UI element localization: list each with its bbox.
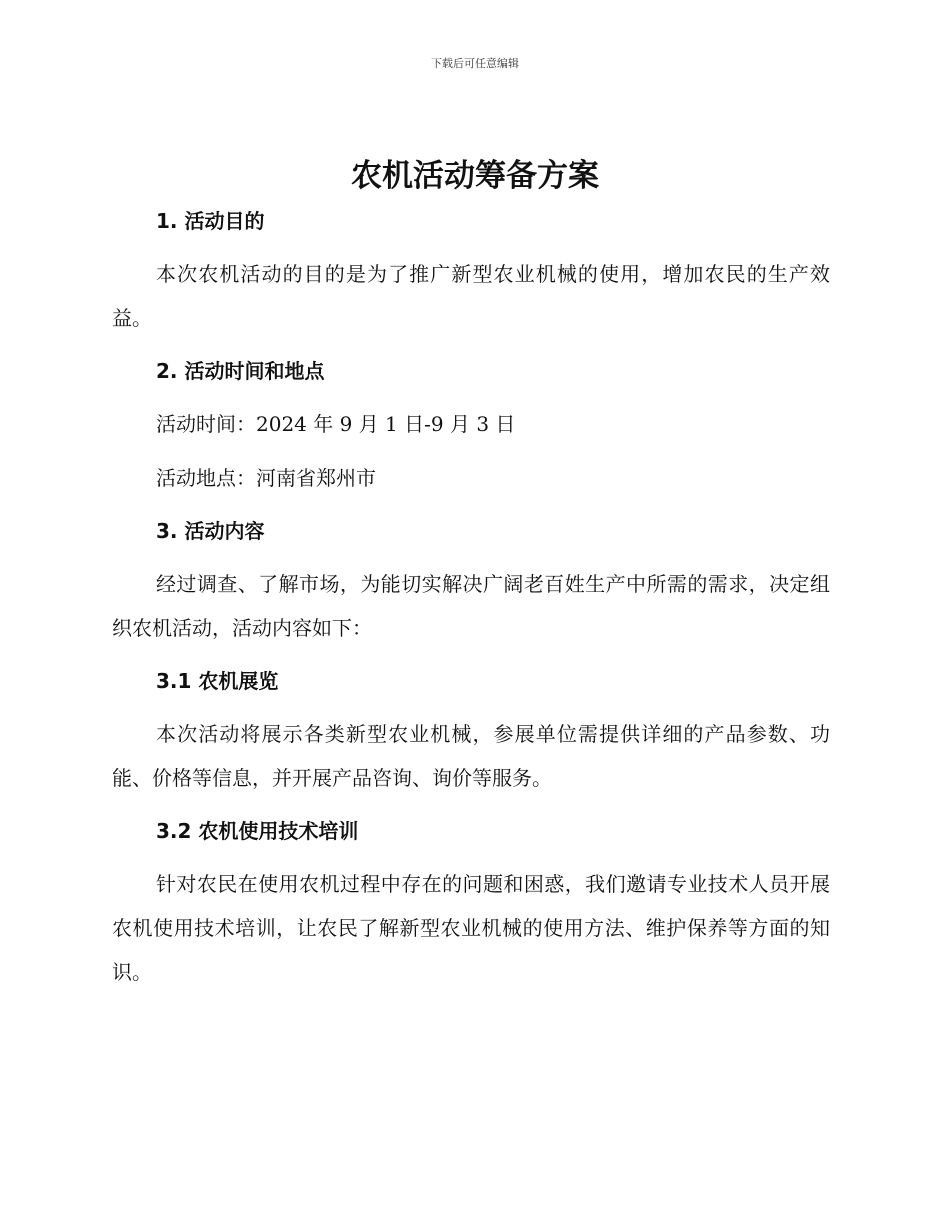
page-header-note: 下载后可任意编辑 xyxy=(431,57,519,70)
section-2-heading: 2. 活动时间和地点 xyxy=(156,359,325,383)
section-3-2-heading: 3.2 农机使用技术培训 xyxy=(156,819,359,843)
section-3-heading: 3. 活动内容 xyxy=(156,519,265,543)
document-body xyxy=(112,200,830,1004)
section-3-1-paragraph: 本次活动将展示各类新型农业机械，参展单位需提供详细的产品参数、功能、价格等信息，并开展产品咨询、询价等服务。 xyxy=(112,722,830,790)
document-title: 农机活动筹备方案 xyxy=(351,158,599,194)
section-1-paragraph: 本次农机活动的目的是为了推广新型农业机械的使用，增加农民的生产效益。 xyxy=(112,262,830,330)
section-3-2-paragraph: 针对农民在使用农机过程中存在的问题和困惑，我们邀请专业技术人员开展农机使用技术培训，让农民了解新型农业机械的使用方法、维护保养等方面的知识。 xyxy=(112,872,830,984)
event-place-line: 活动地点：河南省郑州市 xyxy=(156,466,376,490)
section-3-paragraph: 经过调查、了解市场，为能切实解决广阔老百姓生产中所需的需求，决定组织农机活动，活动内容如下： xyxy=(112,572,830,640)
event-time-line: 活动时间：2024 年 9 月 1 日-9 月 3 日 xyxy=(156,412,516,436)
section-3-1-heading: 3.1 农机展览 xyxy=(156,669,279,693)
section-1-heading: 1. 活动目的 xyxy=(156,209,265,233)
